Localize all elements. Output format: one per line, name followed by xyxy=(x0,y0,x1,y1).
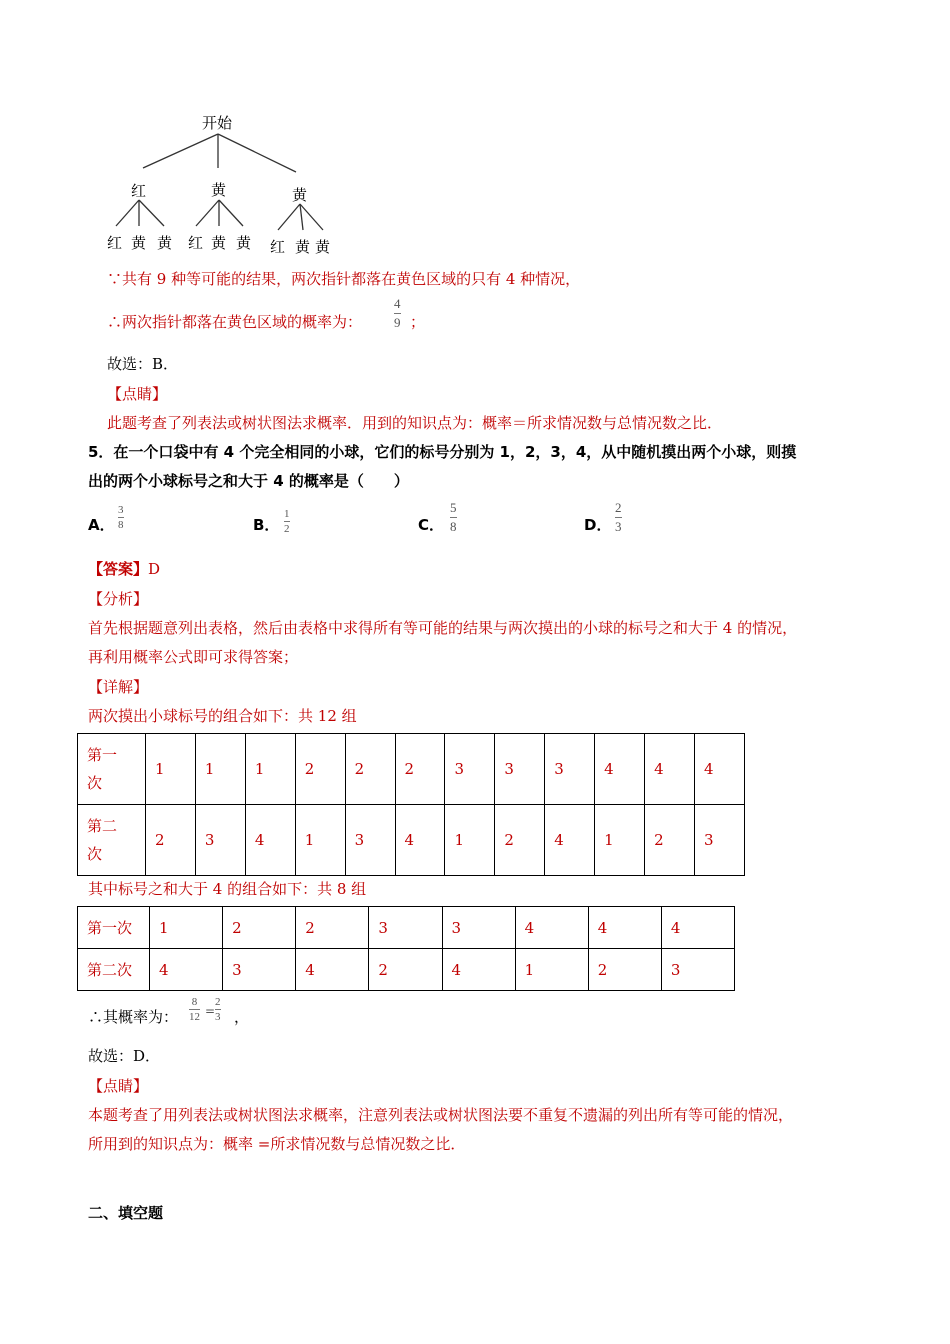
fraction-denominator: 8 xyxy=(118,519,124,531)
tree-leaf: 黄 xyxy=(211,234,227,252)
q4-prob-line xyxy=(107,311,362,332)
table-row xyxy=(78,949,735,991)
q4-dianjing-text: 此题考查了列表法或树状图法求概率．用到的知识点为：概率＝所求情况数与总情况数之比． xyxy=(107,414,723,432)
tree-leaf: 红 xyxy=(107,234,123,252)
table-cell: 4 xyxy=(588,907,661,949)
table-cell: 2 xyxy=(369,949,442,991)
option-d-label: D． xyxy=(584,516,612,534)
table-cell: 3 xyxy=(369,907,442,949)
option-b-fraction xyxy=(284,508,290,535)
row-header-line: 次 xyxy=(87,845,103,863)
table-cell: 1 xyxy=(150,907,223,949)
row-header-line: 第一 xyxy=(87,746,118,764)
q5-dianjing-tag: 【点睛】 xyxy=(88,1077,149,1095)
fraction-denominator: 2 xyxy=(284,523,290,535)
q5-prob-prefix: ∴其概率为： xyxy=(88,1008,179,1026)
section-heading: 二、填空题 xyxy=(88,1204,164,1222)
fraction-denominator: 3 xyxy=(615,519,622,534)
tree-node-1: 红 xyxy=(131,182,147,200)
fraction-numerator: 2 xyxy=(615,500,622,515)
table-cell: 3 xyxy=(223,949,296,991)
fraction-numerator: 3 xyxy=(118,504,124,516)
table-cell: 4 xyxy=(442,949,515,991)
fraction-denominator: 12 xyxy=(189,1011,200,1023)
row-header-line: 第二 xyxy=(87,817,118,835)
option-b-label: B． xyxy=(253,516,280,534)
tree-node-3: 黄 xyxy=(292,186,308,204)
tree-lines xyxy=(0,0,400,260)
table-cell: 3 xyxy=(195,805,245,876)
q5-answer xyxy=(88,558,160,579)
q5-prob-fraction-1 xyxy=(189,996,200,1023)
table-cell: 1 xyxy=(295,805,345,876)
option-c-label: C． xyxy=(418,516,445,534)
q4-prob-fraction xyxy=(394,296,401,331)
tree-leaf: 黄 xyxy=(236,234,252,252)
table-row xyxy=(78,907,735,949)
fraction-numerator: 1 xyxy=(284,508,290,520)
row-header xyxy=(78,734,146,805)
q4-reason-line: ∵共有 9 种等可能的结果，两次指针都落在黄色区域的只有 4 种情况， xyxy=(107,270,581,288)
q4-prob-suffix: ； xyxy=(410,313,426,331)
table-cell: 3 xyxy=(661,949,734,991)
option-a-label: A． xyxy=(88,516,115,534)
table-cell: 4 xyxy=(694,734,744,805)
option-c-fraction xyxy=(450,500,457,535)
tree-root: 开始 xyxy=(202,114,233,132)
row-header xyxy=(78,805,146,876)
table-cell: 2 xyxy=(395,734,445,805)
table-cell: 4 xyxy=(395,805,445,876)
fraction-denominator: 3 xyxy=(215,1011,221,1023)
table-cell: 2 xyxy=(588,949,661,991)
row-header: 第二次 xyxy=(78,949,150,991)
tree-leaf: 红 xyxy=(270,238,286,256)
table-cell: 1 xyxy=(195,734,245,805)
fraction-numerator: 2 xyxy=(215,996,221,1008)
table-cell: 2 xyxy=(223,907,296,949)
table-cell: 3 xyxy=(694,805,744,876)
q5-prob-equals: = xyxy=(205,1004,216,1018)
fraction-numerator: 4 xyxy=(394,296,401,311)
tree-leaf: 黄 xyxy=(295,238,311,256)
q5-detail-tag: 【详解】 xyxy=(88,678,149,696)
option-d-fraction xyxy=(615,500,622,535)
fraction-numerator: 5 xyxy=(450,500,457,515)
q5-detail-line2: 其中标号之和大于 4 的组合如下：共 8 组 xyxy=(88,880,367,898)
table-cell: 1 xyxy=(146,734,196,805)
answer-tag: 【答案】 xyxy=(88,560,149,578)
q5-analysis-tag: 【分析】 xyxy=(88,590,149,608)
table-row xyxy=(78,734,745,805)
q5-prob-fraction-2 xyxy=(215,996,221,1023)
q5-analysis-line1: 首先根据题意列出表格，然后由表格中求得所有等可能的结果与两次摸出的小球的标号之和大于 4 的情况， xyxy=(88,619,798,637)
q4-choose: 故选：B． xyxy=(107,355,179,373)
table-cell: 3 xyxy=(445,734,495,805)
q5-question-line1: 5．在一个口袋中有 4 个完全相同的小球，它们的标号分别为 1，2，3，4，从中随机摸出两个小球，则摸 xyxy=(88,443,797,461)
tree-leaf: 黄 xyxy=(157,234,173,252)
q5-dianjing-line1: 本题考查了用列表法或树状图法求概率，注意列表法或树状图法要不重复不遗漏的列出所有等可能的情况， xyxy=(88,1106,794,1124)
fraction-denominator: 9 xyxy=(394,315,401,330)
q5-prob-suffix: ， xyxy=(234,1008,250,1026)
table-cell: 4 xyxy=(545,805,595,876)
table-cell: 1 xyxy=(245,734,295,805)
q5-analysis-line2: 再利用概率公式即可求得答案； xyxy=(88,648,299,666)
table-cell: 4 xyxy=(661,907,734,949)
table-cell: 3 xyxy=(495,734,545,805)
all-combinations-table xyxy=(77,733,745,876)
table-cell: 4 xyxy=(296,949,369,991)
q4-dianjing-tag: 【点睛】 xyxy=(107,385,168,403)
table-cell: 3 xyxy=(345,805,395,876)
table-cell: 4 xyxy=(515,907,588,949)
table-cell: 3 xyxy=(545,734,595,805)
fraction-denominator: 8 xyxy=(450,519,457,534)
table-cell: 1 xyxy=(515,949,588,991)
table-cell: 4 xyxy=(595,734,645,805)
table-cell: 1 xyxy=(445,805,495,876)
tree-node-2: 黄 xyxy=(211,181,227,199)
tree-leaf: 黄 xyxy=(131,234,147,252)
q4-prob-prefix: ∴两次指针都落在黄色区域的概率为： xyxy=(107,313,363,331)
valid-combinations-table xyxy=(77,906,735,991)
option-a-fraction xyxy=(118,504,124,531)
table-cell: 1 xyxy=(595,805,645,876)
tree-leaf: 黄 xyxy=(315,238,331,256)
table-cell: 2 xyxy=(146,805,196,876)
table-cell: 4 xyxy=(150,949,223,991)
table-cell: 2 xyxy=(495,805,545,876)
table-cell: 2 xyxy=(295,734,345,805)
table-cell: 2 xyxy=(296,907,369,949)
table-cell: 3 xyxy=(442,907,515,949)
table-cell: 4 xyxy=(245,805,295,876)
table-cell: 4 xyxy=(645,734,695,805)
q5-choose: 故选：D． xyxy=(88,1047,161,1065)
q5-dianjing-line2: 所用到的知识点为：概率 =所求情况数与总情况数之比． xyxy=(88,1135,466,1153)
row-header: 第一次 xyxy=(78,907,150,949)
table-cell: 2 xyxy=(345,734,395,805)
fraction-numerator: 8 xyxy=(191,996,198,1008)
q5-question-line2: 出的两个小球标号之和大于 4 的概率是（ ） xyxy=(88,472,409,490)
row-header-line: 次 xyxy=(87,774,103,792)
tree-leaf: 红 xyxy=(188,234,204,252)
table-row xyxy=(78,805,745,876)
q5-detail-line1: 两次摸出小球标号的组合如下：共 12 组 xyxy=(88,707,357,725)
answer-value: D xyxy=(148,560,161,578)
table-cell: 2 xyxy=(645,805,695,876)
